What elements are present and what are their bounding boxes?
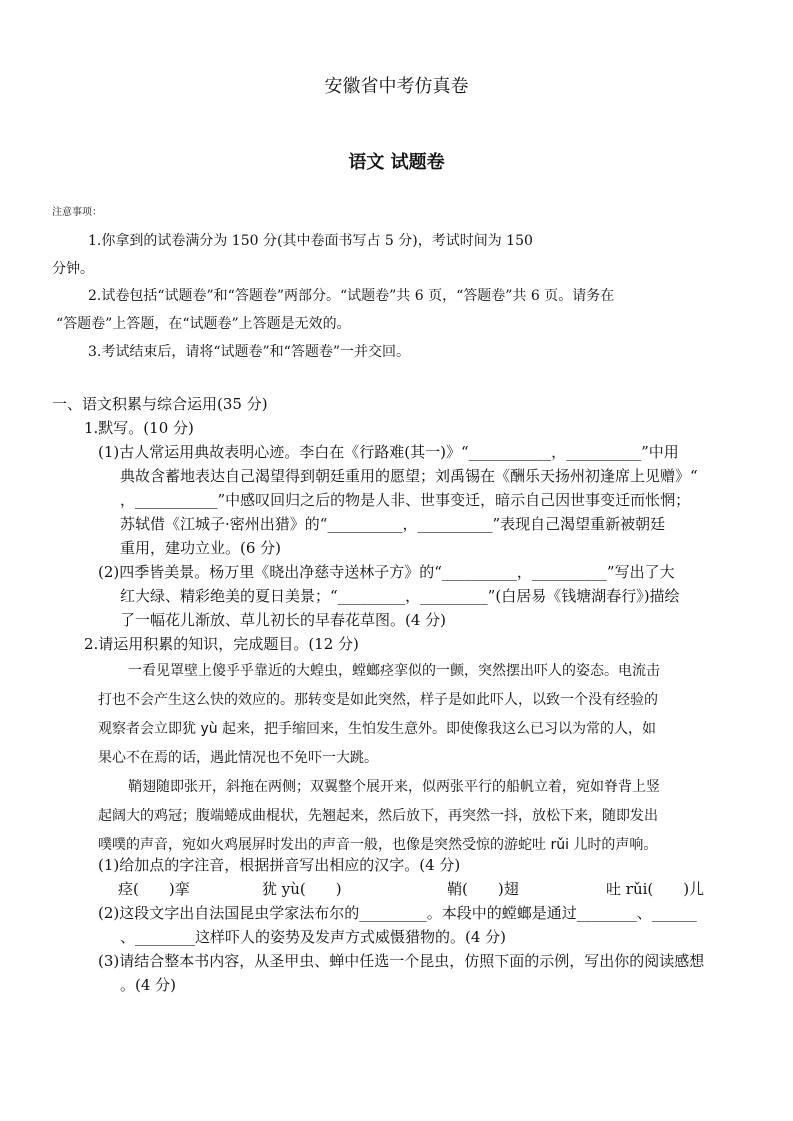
- exam-subtitle: 语文 试题卷: [348, 152, 445, 173]
- pinyin-item-2: 犹 yù( ): [262, 880, 342, 898]
- notice-item-2-line-1: 2.试卷包括“试题卷”和“答题卷”两部分。“试题卷”共 6 页，“答题卷”共 6 页。请务在: [88, 288, 615, 304]
- exam-title: 安徽省中考仿真卷: [324, 76, 469, 97]
- passage-para2-line-3: 噗噗的声音，宛如火鸡展屏时发出的声音一般，也像是突然受惊的游蛇吐 rǔi 儿时的声响。: [98, 837, 658, 853]
- q1-part1-line-5: 重用，建功立业。(6 分): [120, 539, 282, 557]
- question-1-heading: 1.默写。(10 分): [84, 419, 194, 437]
- q2-sub3-line-2: 。(4 分): [120, 976, 177, 994]
- notice-item-3: 3.考试结束后，请将“试题卷”和“答题卷”一并交回。: [88, 344, 410, 360]
- passage-para1-line-3: 观察者会立即犹 yù 起来，把手缩回来，生怕发生意外。即使像我这么已习以为常的人，如: [98, 721, 657, 737]
- pinyin-item-3: 鞘( )翅: [447, 880, 519, 898]
- q2-sub3-line-1: (3)请结合整本书内容，从圣甲虫、蝉中任选一个昆虫，仿照下面的示例，写出你的阅读感想: [98, 952, 705, 970]
- notice-item-1-line-1: 1.你拿到的试卷满分为 150 分(其中卷面书写占 5 分)，考试时间为 150: [88, 233, 533, 249]
- passage-para1-line-4: 果心不在焉的话，遇此情况也不免吓一大跳。: [98, 750, 378, 766]
- passage-para1-line-1: 一看见罩壁上傻乎乎靠近的大蝗虫，螳螂痉挛似的一颤，突然摆出吓人的姿态。电流击: [128, 663, 660, 679]
- q2-sub2-line-2: 、________这样吓人的姿势及发声方式威慑猎物的。(4 分): [120, 928, 507, 946]
- q1-part2-line-1: (2)四季皆美景。杨万里《晓出净慈寺送林子方》的“__________，__________”写出了大: [98, 563, 675, 581]
- passage-para1-line-2: 打也不会产生这么快的效应的。那转变是如此突然，样子是如此吓人，以致一个没有经验的: [98, 692, 658, 708]
- q1-part1-line-3: ，___________”中感叹回归之后的物是人非、世事变迁，暗示自己因世事变迁而怅惘；: [120, 491, 691, 509]
- q1-part2-line-3: 了一幅花儿渐放、草儿初长的早春花草图。(4 分): [120, 611, 447, 629]
- question-2-heading: 2.请运用积累的知识，完成题目。(12 分): [84, 635, 359, 653]
- notice-label: 注意事项：: [52, 207, 102, 218]
- notice-item-2-line-2: “答题卷”上答题，在“试题卷”上答题是无效的。: [56, 316, 351, 332]
- q1-part1-line-2: 典故含蓄地表达自己渴望得到朝廷重用的愿望；刘禹锡在《酬乐天扬州初逢席上见赠》“: [120, 467, 698, 485]
- q1-part2-line-2: 红大绿、精彩绝美的夏日美景；“_________，_________”(白居易《钱塘湖春行》)描绘: [120, 587, 680, 605]
- section-1-heading: 一、语文积累与综合运用(35 分): [52, 395, 268, 413]
- notice-item-1-line-2: 分钟。: [52, 261, 94, 277]
- q2-sub2-line-1: (2)这段文字出自法国昆虫学家法布尔的_________。本段中的螳螂是通过________、______: [98, 904, 697, 922]
- q2-sub1: (1)给加点的字注音，根据拼音写出相应的汉字。(4 分): [98, 856, 461, 874]
- pinyin-item-1: 痉( )挛: [118, 880, 190, 898]
- pinyin-item-4: 吐 rǔi( )儿: [606, 880, 705, 898]
- passage-para2-line-2: 起阔大的鸡冠；腹端蜷成曲棍状，先翘起来，然后放下，再突然一抖，放松下来，随即发出: [98, 808, 658, 824]
- passage-para2-line-1: 鞘翅随即张开，斜拖在两侧；双翼整个展开来，似两张平行的船帆立着，宛如脊背上竖: [128, 779, 660, 795]
- q1-part1-line-4: 苏轼借《江城子·密州出猎》的“__________，__________”表现自己渴望重新被朝廷: [120, 515, 666, 533]
- q1-part1-line-1: (1)古人常运用典故表明心迹。李白在《行路难(其一)》“___________，__________”中用: [98, 443, 679, 461]
